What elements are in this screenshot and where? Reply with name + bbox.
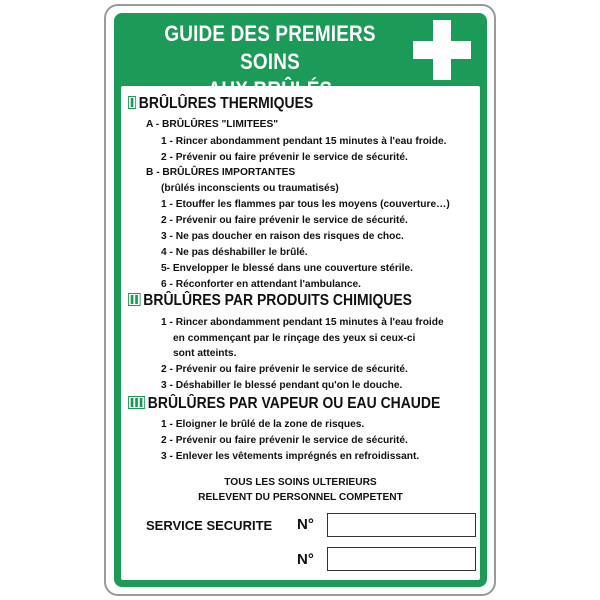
number-label-1: N° [297, 516, 314, 533]
footer-line-2: RELEVENT DU PERSONNEL COMPETENT [198, 492, 403, 503]
list-item: 1 - Rincer abondamment pendant 15 minutes à l'eau froide [161, 317, 444, 328]
roman-numeral-iii-icon [128, 396, 145, 409]
roman-numeral-i-icon [128, 96, 136, 109]
list-item: 4 - Ne pas déshabiller le brûlé. [161, 247, 308, 258]
section-chimiques-heading [128, 292, 412, 310]
list-item: 1 - Etouffer les flammes par tous les moyens (couverture…) [161, 199, 450, 210]
list-item: 3 - Déshabiller le blessé pendant qu'on le douche. [161, 380, 403, 391]
list-item: sont atteints. [173, 348, 237, 359]
number-label-2: N° [297, 551, 314, 568]
phone-number-field-1[interactable] [327, 513, 476, 537]
roman-numeral-ii-icon [128, 293, 141, 306]
sub-b-note: (brûlés inconscients ou traumatisés) [161, 183, 339, 194]
section-chimiques-title: BRÛLÛRES PAR PRODUITS CHIMIQUES [143, 292, 412, 309]
section-vapeur-title: BRÛLÛRES PAR VAPEUR OU EAU CHAUDE [147, 395, 441, 412]
section-thermiques-title: BRÛLÛRES THERMIQUES [138, 95, 314, 112]
list-item: 5- Envelopper le blessé dans une couverture stérile. [161, 263, 413, 274]
white-cross-icon [413, 20, 471, 80]
list-item: en commençant par le rinçage des yeux si ceux-ci [173, 333, 416, 344]
service-securite-label: SERVICE SECURITE [146, 518, 273, 533]
sub-b-label: B - BRÛLÛRES IMPORTANTES [146, 167, 296, 178]
footer-line-1: TOUS LES SOINS ULTERIEURS [224, 477, 377, 488]
title-line-1: GUIDE DES PREMIERS SOINS [164, 21, 376, 74]
phone-number-field-2[interactable] [327, 547, 476, 571]
section-thermiques-heading [128, 95, 313, 113]
list-item: 1 - Eloigner le brûlé de la zone de risques. [161, 419, 365, 430]
list-item: 2 - Prévenir ou faire prévenir le service de sécurité. [161, 364, 408, 375]
list-item: 3 - Enlever les vêtements imprégnés en refroidissant. [161, 451, 420, 462]
list-item: 6 - Réconforter en attendant l'ambulance. [161, 279, 361, 290]
sub-a-label: A - BRÛLÛRES "LIMITEES" [146, 119, 279, 130]
section-vapeur-heading [128, 395, 440, 413]
list-item: 3 - Ne pas doucher en raison des risques de choc. [161, 231, 404, 242]
list-item: 1 - Rincer abondamment pendant 15 minutes à l'eau froide. [161, 136, 447, 147]
list-item: 2 - Prévenir ou faire prévenir le service de sécurité. [161, 435, 408, 446]
list-item: 2 - Prévenir ou faire prévenir le service de sécurité. [161, 215, 408, 226]
list-item: 2 - Prévenir ou faire prévenir le service de sécurité. [161, 152, 408, 163]
